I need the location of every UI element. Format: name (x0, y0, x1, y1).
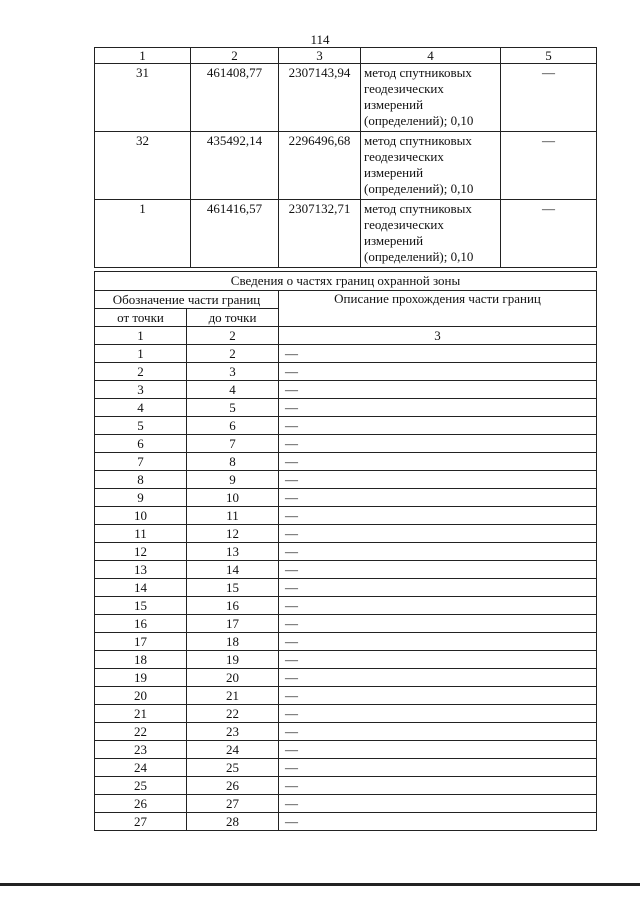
from-point: 23 (95, 741, 187, 759)
to-point: 2 (187, 345, 279, 363)
to-point: 9 (187, 471, 279, 489)
description-cell: — (279, 525, 597, 543)
to-point: 10 (187, 489, 279, 507)
table-row (95, 633, 597, 651)
description-cell: — (279, 669, 597, 687)
coordinates-table (94, 47, 597, 268)
from-point: 19 (95, 669, 187, 687)
point-number: 32 (95, 132, 191, 200)
table-row (95, 64, 597, 132)
point-number: 31 (95, 64, 191, 132)
to-point: 18 (187, 633, 279, 651)
from-point: 16 (95, 615, 187, 633)
to-point: 5 (187, 399, 279, 417)
coord-x: 461408,77 (191, 64, 279, 132)
table-row (95, 723, 597, 741)
description-cell: — (279, 561, 597, 579)
description-header: Описание прохождения части границ (279, 291, 597, 327)
to-point: 28 (187, 813, 279, 831)
to-point: 16 (187, 597, 279, 615)
description-cell: — (279, 615, 597, 633)
page-number: 114 (310, 32, 330, 47)
coord-x: 461416,57 (191, 200, 279, 268)
description-cell: — (279, 813, 597, 831)
from-point: 27 (95, 813, 187, 831)
table-row (95, 489, 597, 507)
table-row (95, 579, 597, 597)
description-cell: — (279, 471, 597, 489)
table-row (95, 417, 597, 435)
to-point: 24 (187, 741, 279, 759)
to-point: 4 (187, 381, 279, 399)
table-row (95, 687, 597, 705)
coords-header-cell: 1 (95, 48, 191, 64)
table-row (95, 132, 597, 200)
coord-x: 435492,14 (191, 132, 279, 200)
from-point: 6 (95, 435, 187, 453)
coord-y: 2307143,94 (279, 64, 361, 132)
description-cell: — (279, 633, 597, 651)
to-point: 14 (187, 561, 279, 579)
table-row (95, 435, 597, 453)
to-point: 26 (187, 777, 279, 795)
from-point: 4 (95, 399, 187, 417)
coord-y: 2307132,71 (279, 200, 361, 268)
to-point: 7 (187, 435, 279, 453)
column-number: 3 (279, 327, 597, 345)
description-cell: — (279, 705, 597, 723)
coords-header-row (95, 48, 597, 64)
from-point: 18 (95, 651, 187, 669)
description-cell: — (279, 543, 597, 561)
section-title-row (95, 272, 597, 291)
table-row (95, 399, 597, 417)
to-point: 27 (187, 795, 279, 813)
from-point: 25 (95, 777, 187, 795)
to-point: 19 (187, 651, 279, 669)
to-point: 20 (187, 669, 279, 687)
table-row (95, 471, 597, 489)
to-point: 15 (187, 579, 279, 597)
description-cell: — (279, 417, 597, 435)
table-row (95, 795, 597, 813)
to-point: 11 (187, 507, 279, 525)
boundary-parts-table (94, 271, 597, 831)
method-cell: метод спутниковых геодезических измерений (определений); 0,10 (361, 64, 501, 132)
coord-y: 2296496,68 (279, 132, 361, 200)
description-cell: — (279, 381, 597, 399)
description-cell: — (279, 345, 597, 363)
note-cell: — (501, 64, 597, 132)
from-point: 1 (95, 345, 187, 363)
table-row (95, 651, 597, 669)
table-row (95, 561, 597, 579)
description-cell: — (279, 723, 597, 741)
table-row (95, 507, 597, 525)
from-point: 12 (95, 543, 187, 561)
from-point: 26 (95, 795, 187, 813)
description-cell: — (279, 399, 597, 417)
table-row (95, 345, 597, 363)
table-row (95, 705, 597, 723)
to-point: 22 (187, 705, 279, 723)
table-row (95, 381, 597, 399)
table-row (95, 615, 597, 633)
to-point: 21 (187, 687, 279, 705)
note-cell: — (501, 200, 597, 268)
method-cell: метод спутниковых геодезических измерений (определений); 0,10 (361, 132, 501, 200)
table-row (95, 813, 597, 831)
description-cell: — (279, 579, 597, 597)
header-row (95, 291, 597, 309)
from-point: 5 (95, 417, 187, 435)
table-row (95, 200, 597, 268)
column-number-row (95, 327, 597, 345)
section-title: Сведения о частях границ охранной зоны (95, 272, 597, 291)
from-point: 17 (95, 633, 187, 651)
from-point: 22 (95, 723, 187, 741)
table-row (95, 363, 597, 381)
description-cell: — (279, 363, 597, 381)
from-point: 21 (95, 705, 187, 723)
from-point: 10 (95, 507, 187, 525)
from-point: 3 (95, 381, 187, 399)
note-cell: — (501, 132, 597, 200)
to-point: 17 (187, 615, 279, 633)
description-cell: — (279, 777, 597, 795)
to-point: 23 (187, 723, 279, 741)
table-row (95, 525, 597, 543)
to-header: до точки (187, 309, 279, 327)
description-cell: — (279, 651, 597, 669)
description-cell: — (279, 795, 597, 813)
description-cell: — (279, 759, 597, 777)
from-point: 13 (95, 561, 187, 579)
designation-header: Обозначение части границ (95, 291, 279, 309)
method-cell: метод спутниковых геодезических измерений (определений); 0,10 (361, 200, 501, 268)
from-point: 2 (95, 363, 187, 381)
description-cell: — (279, 687, 597, 705)
description-cell: — (279, 453, 597, 471)
to-point: 8 (187, 453, 279, 471)
description-cell: — (279, 489, 597, 507)
column-number: 2 (187, 327, 279, 345)
point-number: 1 (95, 200, 191, 268)
description-cell: — (279, 741, 597, 759)
table-row (95, 453, 597, 471)
to-point: 12 (187, 525, 279, 543)
footer-rule (0, 883, 640, 886)
from-header: от точки (95, 309, 187, 327)
from-point: 20 (95, 687, 187, 705)
from-point: 8 (95, 471, 187, 489)
table-row (95, 759, 597, 777)
table-row (95, 669, 597, 687)
from-point: 24 (95, 759, 187, 777)
coords-header-cell: 5 (501, 48, 597, 64)
coords-header-cell: 2 (191, 48, 279, 64)
column-number: 1 (95, 327, 187, 345)
from-point: 14 (95, 579, 187, 597)
from-point: 15 (95, 597, 187, 615)
from-point: 9 (95, 489, 187, 507)
table-row (95, 741, 597, 759)
to-point: 13 (187, 543, 279, 561)
from-point: 7 (95, 453, 187, 471)
description-cell: — (279, 507, 597, 525)
to-point: 25 (187, 759, 279, 777)
from-point: 11 (95, 525, 187, 543)
table-row (95, 597, 597, 615)
table-row (95, 543, 597, 561)
to-point: 3 (187, 363, 279, 381)
coords-header-cell: 4 (361, 48, 501, 64)
table-row (95, 777, 597, 795)
description-cell: — (279, 597, 597, 615)
description-cell: — (279, 435, 597, 453)
coords-header-cell: 3 (279, 48, 361, 64)
to-point: 6 (187, 417, 279, 435)
